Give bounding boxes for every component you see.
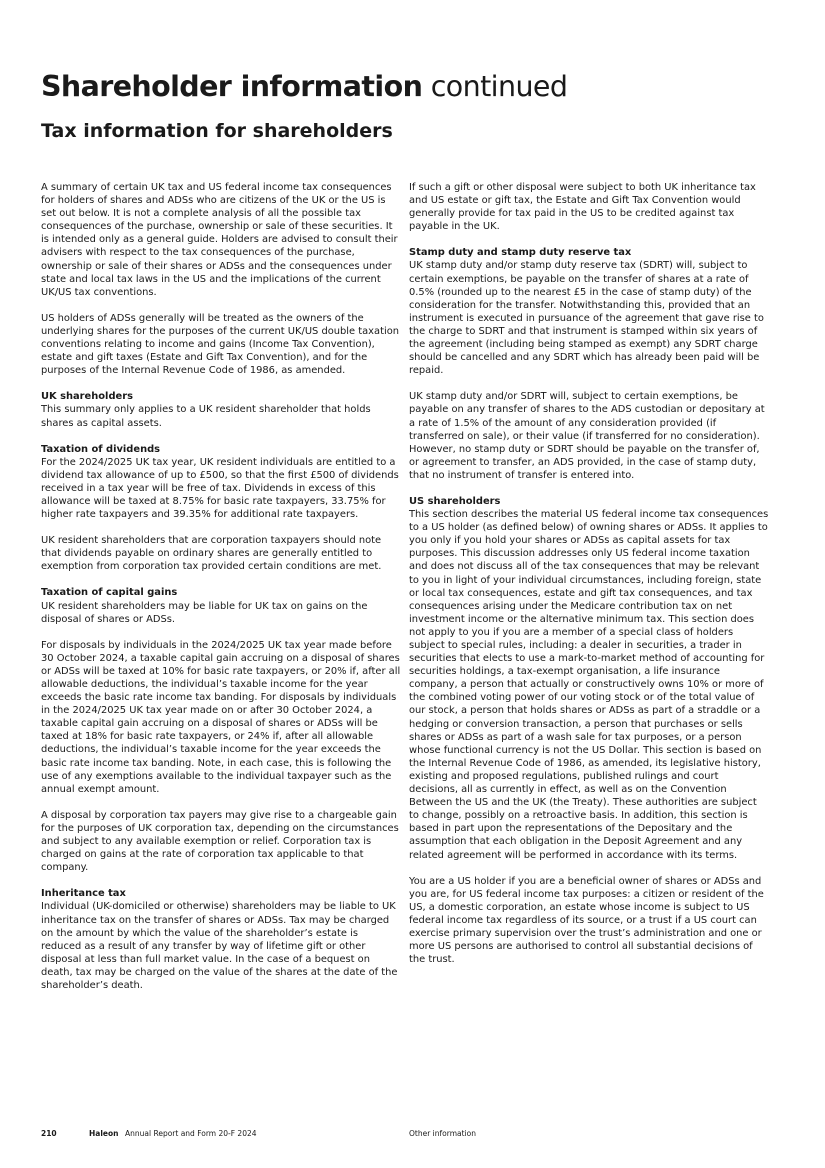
right-column	[409, 181, 769, 979]
brand-name: Haleon	[89, 1129, 119, 1138]
uk-shareholders-heading: UK shareholders	[41, 391, 133, 403]
stamp-duty-heading: Stamp duty and stamp duty reserve tax	[409, 247, 632, 259]
intro-paragraph-2: US holders of ADSs generally will be treated as the owners of the underlying shares for the purposes of the current UK/US double taxation conventions relating to income and gains (Income Tax Convention), estate and gift taxes (Estate and Gift Tax Convention), and for the purposes of the Internal Revenue Code of 1986, as amended.	[41, 312, 399, 377]
inheritance-tax-paragraph: Individual (UK-domiciled or otherwise) shareholders may be liable to UK inheritance tax on the transfer of shares or ADSs. Tax may be charged on the amount by which the value of the shareholder’s estate is reduced as a result of any transfer by way of lifetime gift or other disposal at less than full market value. In the case of a bequest on death, tax may be charged on the value of the shares at the date of the shareholder’s death.	[41, 901, 398, 991]
dividends-paragraph-2: UK resident shareholders that are corporation taxpayers should note that dividends payable on ordinary shares are generally entitled to exemption from corporation tax provided certain conditions are met.	[41, 535, 382, 573]
us-shareholders-paragraph-1: This section describes the material US federal income tax consequences to a US holder (as defined below) of owning shares or ADSs. It applies to you only if you hold your shares or ADSs as capital assets for tax purposes. This discussion addresses only US federal income taxation and does not discuss all of the tax consequences that may be relevant to you in light of your individual circumstances, including foreign, state or local tax consequences, estate and gift tax consequences, and tax consequences arising under the Medicare contribution tax on net investment income or the alternative minimum tax. This section does not apply to you if you are a member of a special class of holders subject to special rules, including: a dealer in securities, a trader in securities that elects to use a mark-to-market method of accounting for securities holdings, a tax-exempt organisation, a life insurance company, a person that actually or constructively owns 10% or more of the combined voting power of our voting stock or of the total value of our stock, a person that holds shares or ADSs as part of a straddle or a hedging or conversion transaction, a person that purchases or sells shares or ADSs as part of a wash sale for tax purposes, or a person whose functional currency is not the US Dollar. This section is based on the Internal Revenue Code of 1986, as amended, its legislative history, existing and proposed regulations, published rulings and court decisions, all as currently in effect, as well as on the Convention Between the US and the UK (the Treaty). These authorities are subject to change, possibly on a retroactive basis. In addition, this section is based in part upon the representations of the Depositary and the assumption that each obligation in the Deposit Agreement and any related agreement will be performed in accordance with its terms.	[409, 509, 769, 861]
uk-shareholders-paragraph: This summary only applies to a UK resident shareholder that holds shares as capital assets.	[41, 404, 371, 429]
footer-section-label: Other information	[409, 1129, 476, 1138]
capital-gains-paragraph-3: A disposal by corporation tax payers may give rise to a chargeable gain for the purposes of UK corporation tax, depending on the circumstances and subject to any available exemption or relief. Corporation tax is charged on gains at the rate of corporation tax applicable to that company.	[41, 809, 399, 874]
page-title-bold: Shareholder information	[41, 70, 423, 103]
report-title: Annual Report and Form 20-F 2024	[125, 1129, 257, 1138]
page-title-continued: continued	[422, 70, 568, 103]
gift-paragraph: If such a gift or other disposal were subject to both UK inheritance tax and US estate or gift tax, the Estate and Gift Tax Convention would generally provide for tax paid in the US to be credited against tax payable in the UK.	[409, 182, 756, 233]
capital-gains-paragraph-2: For disposals by individuals in the 2024/2025 UK tax year made before 30 October 2024, a taxable capital gain accruing on a disposal of shares or ADSs will be taxed at 10% for basic rate taxpayers, or 20% if, after all allowable deductions, the individual’s taxable income for the year exceeds the basic rate income tax banding. For disposals by individuals in the 2024/2025 UK tax year made on or after 30 October 2024, a taxable capital gain accruing on a disposal of shares or ADSs will be taxed at 18% for basic rate taxpayers, or 24% if, after all allowable deductions, the individual’s taxable income for the year exceeds the basic rate income tax banding. Note, in each case, this is following the use of any exemptions available to the individual taxpayer such as the annual exempt amount.	[41, 639, 401, 795]
stamp-duty-paragraph-2: UK stamp duty and/or SDRT will, subject to certain exemptions, be payable on any transfer of shares to the ADS custodian or depositary at a rate of 1.5% of the amount of any consideration provided (if transferred on sale), or their value (if transferred for no consideration). However, no stamp duty or SDRT should be payable on the transfer of, or agreement to transfer, an ADS provided, in the case of stamp duty, that no instrument of transfer is entered into.	[409, 391, 765, 481]
section-subtitle: Tax information for shareholders	[41, 120, 393, 142]
intro-paragraph-1: A summary of certain UK tax and US federal income tax consequences for holders of shares and ADSs who are citizens of the UK or the US is set out below. It is not a complete analysis of all the possible tax consequences of the purchase, ownership or sale of these securities. It is intended only as a general guide. Holders are advised to consult their advisers with respect to the tax consequences of the purchase, ownership or sale of their shares or ADSs and the consequences under state and local tax laws in the US and the implications of the current UK/US tax conventions.	[41, 182, 398, 298]
dividends-heading: Taxation of dividends	[41, 443, 161, 455]
page-title	[41, 68, 567, 106]
us-shareholders-heading: US shareholders	[409, 495, 501, 507]
dividends-paragraph-1: For the 2024/2025 UK tax year, UK resident individuals are entitled to a dividend tax allowance of up to £500, so that the first £500 of dividends received in a tax year will be free of tax. Dividends in excess of this allowance will be taxed at 8.75% for basic rate taxpayers, 33.75% for higher rate taxpayers and 39.35% for additional rate taxpayers.	[41, 456, 399, 521]
inheritance-tax-heading: Inheritance tax	[41, 888, 126, 900]
stamp-duty-paragraph-1: UK stamp duty and/or stamp duty reserve tax (SDRT) will, subject to certain exemptions, be payable on the transfer of shares at a rate of 0.5% (rounded up to the nearest £5 in the case of stamp duty) of the consideration for the transfer. Notwithstanding this, provided that an instrument is executed in pursuance of the agreement that gave rise to the charge to SDRT and that instrument is stamped within six years of the agreement (including being stamped as exempt) any SDRT charge should be cancelled and any SDRT which has already been paid will be repaid.	[409, 260, 764, 377]
us-shareholders-paragraph-2: You are a US holder if you are a beneficial owner of shares or ADSs and you are, for US federal income tax purposes: a citizen or resident of the US, a domestic corporation, an estate whose income is subject to US federal income tax regardless of its source, or a trust if a US court can exercise primary supervision over the trust’s administration and one or more US persons are authorised to control all substantial decisions of the trust.	[409, 875, 764, 966]
page-number: 210	[41, 1129, 57, 1138]
capital-gains-paragraph-1: UK resident shareholders may be liable for UK tax on gains on the disposal of shares or ADSs.	[41, 600, 368, 625]
left-column	[41, 181, 401, 1005]
capital-gains-heading: Taxation of capital gains	[41, 587, 178, 599]
